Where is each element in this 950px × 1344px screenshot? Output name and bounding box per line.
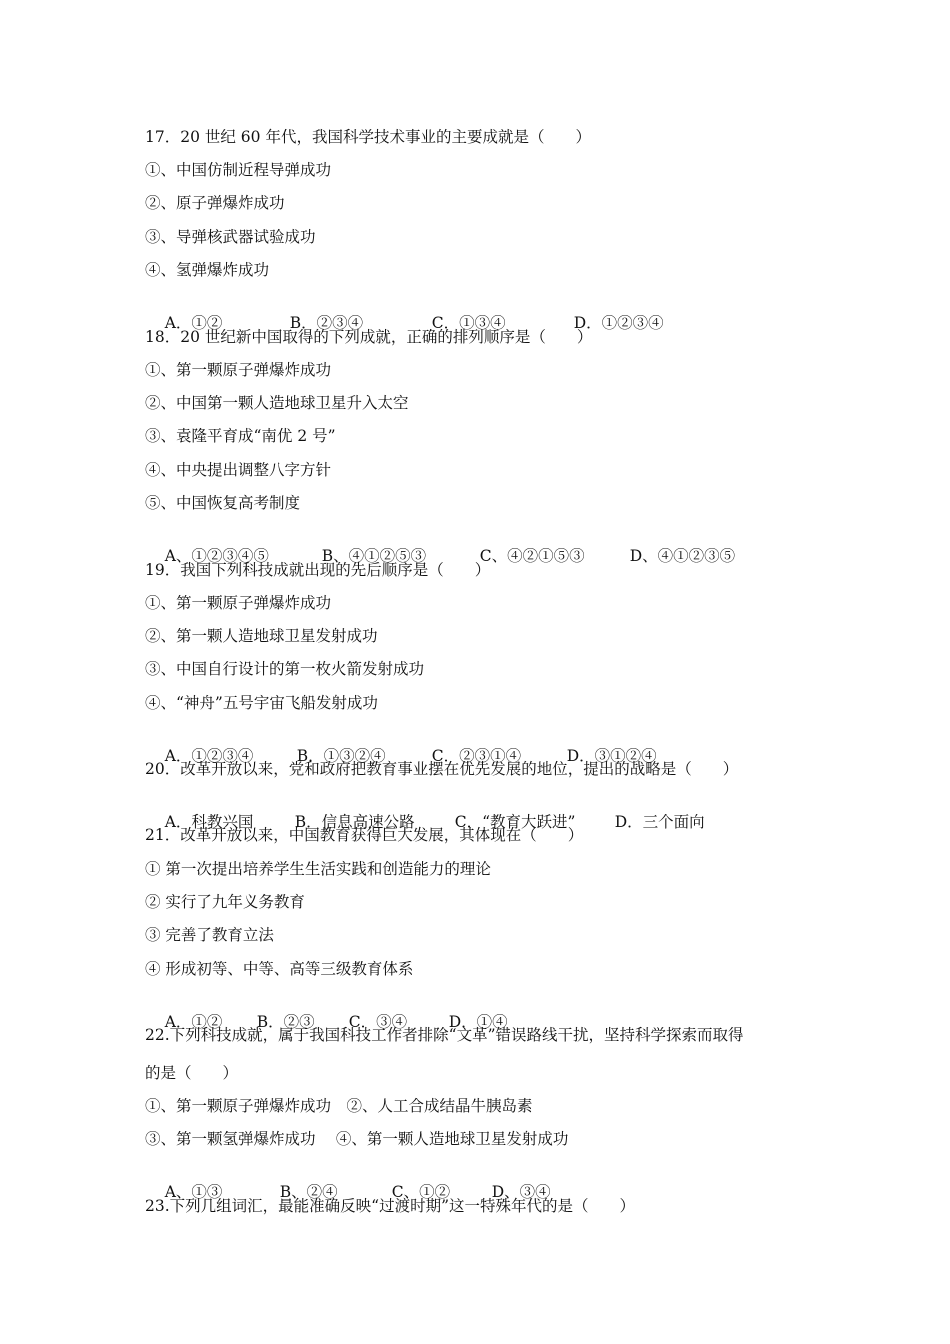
q22-option-b: B、②④ (279, 1183, 338, 1201)
q20-option-b: B．信息高速公路 (294, 813, 415, 831)
q21-stem: 21．改革开放以来，中国教育获得巨大发展，其体现在（ ） (145, 826, 584, 844)
q22-option-d: D、③④ (491, 1183, 551, 1201)
q19-option-a: A．①②③④ (164, 747, 254, 765)
q21-option-d: D．①④ (448, 1013, 508, 1031)
q22-items-row-1: ①、第一颗原子弹爆炸成功 ②、人工合成结晶牛胰岛素 (145, 1097, 533, 1115)
q20-option-c: C．“教育大跃进” (454, 813, 576, 831)
q17-option-a: A．①② (164, 314, 223, 332)
q19-item-2: ②、第一颗人造地球卫星发射成功 (145, 627, 378, 645)
q18-option-d: D、④①②③⑤ (629, 547, 736, 565)
q23-stem: 23.下列几组词汇，最能准确反映“过渡时期”这一特殊年代的是（ ） (145, 1197, 636, 1215)
q20-option-a: A．科教兴国 (164, 813, 254, 831)
q20-stem: 20．改革开放以来，党和政府把教育事业摆在优先发展的地位，提出的战略是（ ） (145, 760, 739, 778)
q21-item-4: ④ 形成初等、中等、高等三级教育体系 (145, 960, 414, 978)
q22-items-row-2: ③、第一颗氢弹爆炸成功 ④、第一颗人造地球卫星发射成功 (145, 1130, 569, 1148)
q21-item-2: ② 实行了九年义务教育 (145, 893, 305, 911)
q22-stem-continued: 的是（ ） (145, 1064, 239, 1082)
q22-option-c: C、①② (391, 1183, 451, 1201)
q21-option-b: B．②③ (256, 1013, 315, 1031)
q21-option-a: A．①② (164, 1013, 223, 1031)
q18-item-2: ②、中国第一颗人造地球卫星升入太空 (145, 394, 409, 412)
q17-option-c: C．①③④ (431, 314, 506, 332)
q18-option-b: B、④①②⑤③ (321, 547, 427, 565)
q17-item-1: ①、中国仿制近程导弹成功 (145, 161, 332, 179)
q18-item-1: ①、第一颗原子弹爆炸成功 (145, 361, 332, 379)
q20-option-d: D．三个面向 (614, 813, 705, 831)
q19-option-c: C．②③①④ (431, 747, 522, 765)
q18-item-3: ③、袁隆平育成“南优 2 号” (145, 427, 336, 445)
q18-stem: 18．20 世纪新中国取得的下列成就，正确的排列顺序是（ ） (145, 328, 593, 346)
q17-item-2: ②、原子弹爆炸成功 (145, 194, 285, 212)
q17-item-3: ③、导弹核武器试验成功 (145, 228, 316, 246)
q19-option-d: D．③①②④ (566, 747, 657, 765)
q17-item-4: ④、氢弹爆炸成功 (145, 261, 270, 279)
q18-option-a: A、①②③④⑤ (164, 547, 269, 565)
q17-stem: 17．20 世纪 60 年代，我国科学技术事业的主要成就是（ ） (145, 128, 591, 146)
q22-option-a: A、①③ (164, 1183, 223, 1201)
q21-option-c: C．③④ (348, 1013, 408, 1031)
q19-stem: 19．我国下列科技成就出现的先后顺序是（ ） (145, 561, 491, 579)
q18-item-5: ⑤、中国恢复高考制度 (145, 494, 301, 512)
q19-item-1: ①、第一颗原子弹爆炸成功 (145, 594, 332, 612)
q21-item-3: ③ 完善了教育立法 (145, 926, 274, 944)
q17-option-b: B．②③④ (289, 314, 364, 332)
q21-item-1: ① 第一次提出培养学生生活实践和创造能力的理论 (145, 860, 491, 878)
q19-item-4: ④、“神舟”五号宇宙飞船发射成功 (145, 694, 378, 712)
q19-item-3: ③、中国自行设计的第一枚火箭发射成功 (145, 660, 425, 678)
q19-option-b: B．①③②④ (296, 747, 386, 765)
q17-option-d: D．①②③④ (573, 314, 664, 332)
q22-stem: 22.下列科技成就，属于我国科技工作者排除“文革”错误路线干扰，坚持科学探索而取得 (145, 1026, 744, 1044)
q18-option-c: C、④②①⑤③ (479, 547, 585, 565)
q18-item-4: ④、中央提出调整八字方针 (145, 461, 332, 479)
